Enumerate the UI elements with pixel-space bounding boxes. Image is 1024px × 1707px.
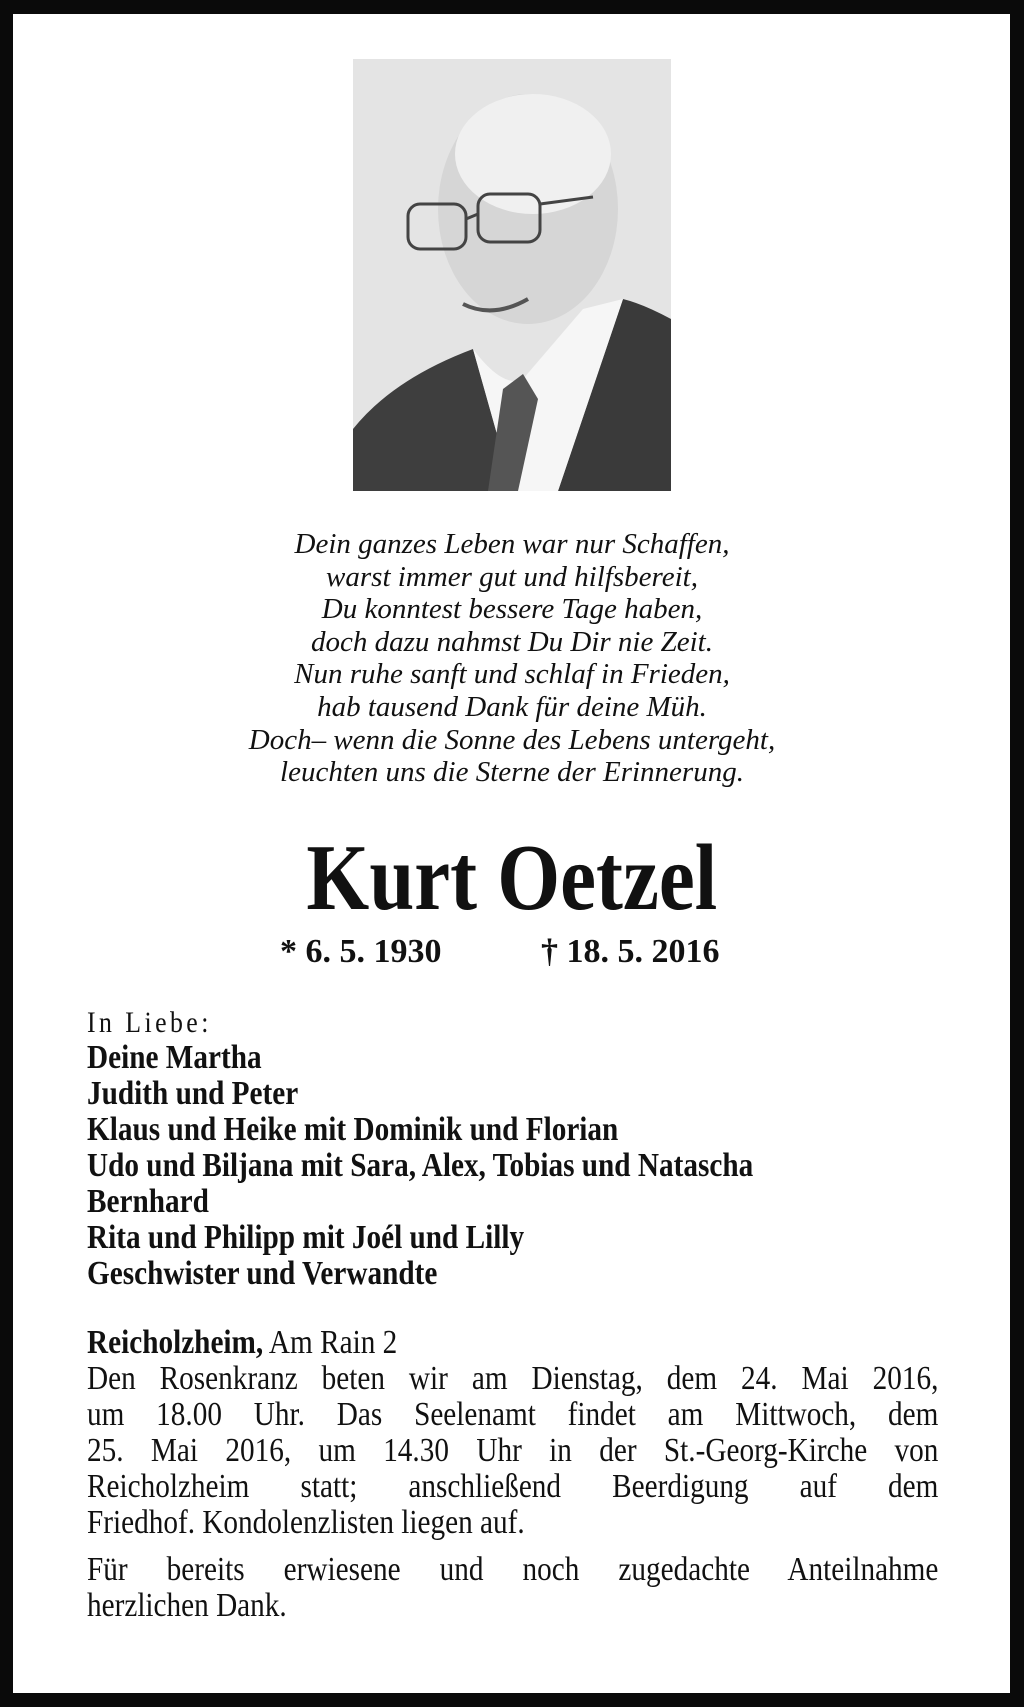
address-town: Reicholzheim, bbox=[87, 1324, 264, 1361]
poem-line: warst immer gut und hilfsbereit, bbox=[326, 560, 698, 593]
funeral-info-line: 25. Mai 2016, um 14.30 Uhr in der St.-Georg-Kirche von bbox=[87, 1432, 939, 1469]
poem-line: hab tausend Dank für deine Müh. bbox=[317, 690, 707, 723]
funeral-info bbox=[87, 1361, 938, 1541]
mourners-intro: In Liebe: bbox=[87, 1006, 212, 1039]
thanks-line: herzlichen Dank. bbox=[87, 1587, 287, 1624]
poem-line: Nun ruhe sanft und schlaf in Frieden, bbox=[294, 658, 730, 691]
portrait-photo bbox=[353, 59, 671, 491]
funeral-info-line: um 18.00 Uhr. Das Seelenamt findet am Mittwoch, dem bbox=[87, 1396, 939, 1433]
address-street: Am Rain 2 bbox=[268, 1324, 398, 1361]
poem-line: Doch– wenn die Sonne des Lebens untergeht, bbox=[248, 723, 776, 756]
thanks-note bbox=[87, 1552, 938, 1624]
deceased-name-block bbox=[0, 828, 1024, 928]
mourner-line: Rita und Philipp mit Joél und Lilly bbox=[87, 1219, 525, 1256]
poem-line: leuchten uns die Sterne der Erinnerung. bbox=[280, 756, 744, 789]
thanks-line: Für bereits erwiesene und noch zugedachte Anteilnahme bbox=[87, 1551, 939, 1588]
mourner-line: Judith und Peter bbox=[87, 1075, 299, 1112]
memorial-poem bbox=[0, 528, 1024, 789]
mourner-line: Bernhard bbox=[87, 1183, 209, 1220]
poem-line: Du konntest bessere Tage haben, bbox=[321, 593, 703, 626]
birth-date: * 6. 5. 1930 bbox=[280, 933, 442, 970]
mourner-line: Udo und Biljana mit Sara, Alex, Tobias und Natascha bbox=[87, 1147, 754, 1184]
address bbox=[87, 1325, 397, 1361]
death-date: † 18. 5. 2016 bbox=[541, 933, 720, 970]
funeral-info-line: Den Rosenkranz beten wir am Dienstag, dem 24. Mai 2016, bbox=[87, 1360, 939, 1397]
mourner-line: Geschwister und Verwandte bbox=[87, 1255, 438, 1292]
funeral-info-line: Friedhof. Kondolenzlisten liegen auf. bbox=[87, 1504, 525, 1541]
mourner-line: Klaus und Heike mit Dominik und Florian bbox=[87, 1111, 619, 1148]
mourners-list bbox=[87, 1040, 753, 1292]
funeral-info-line: Reicholzheim statt; anschließend Beerdigung auf dem bbox=[87, 1468, 939, 1505]
poem-line: Dein ganzes Leben war nur Schaffen, bbox=[294, 528, 730, 560]
mourner-line: Deine Martha bbox=[87, 1039, 262, 1076]
deceased-name: Kurt Oetzel bbox=[306, 826, 718, 930]
poem-line: doch dazu nahmst Du Dir nie Zeit. bbox=[311, 625, 713, 658]
